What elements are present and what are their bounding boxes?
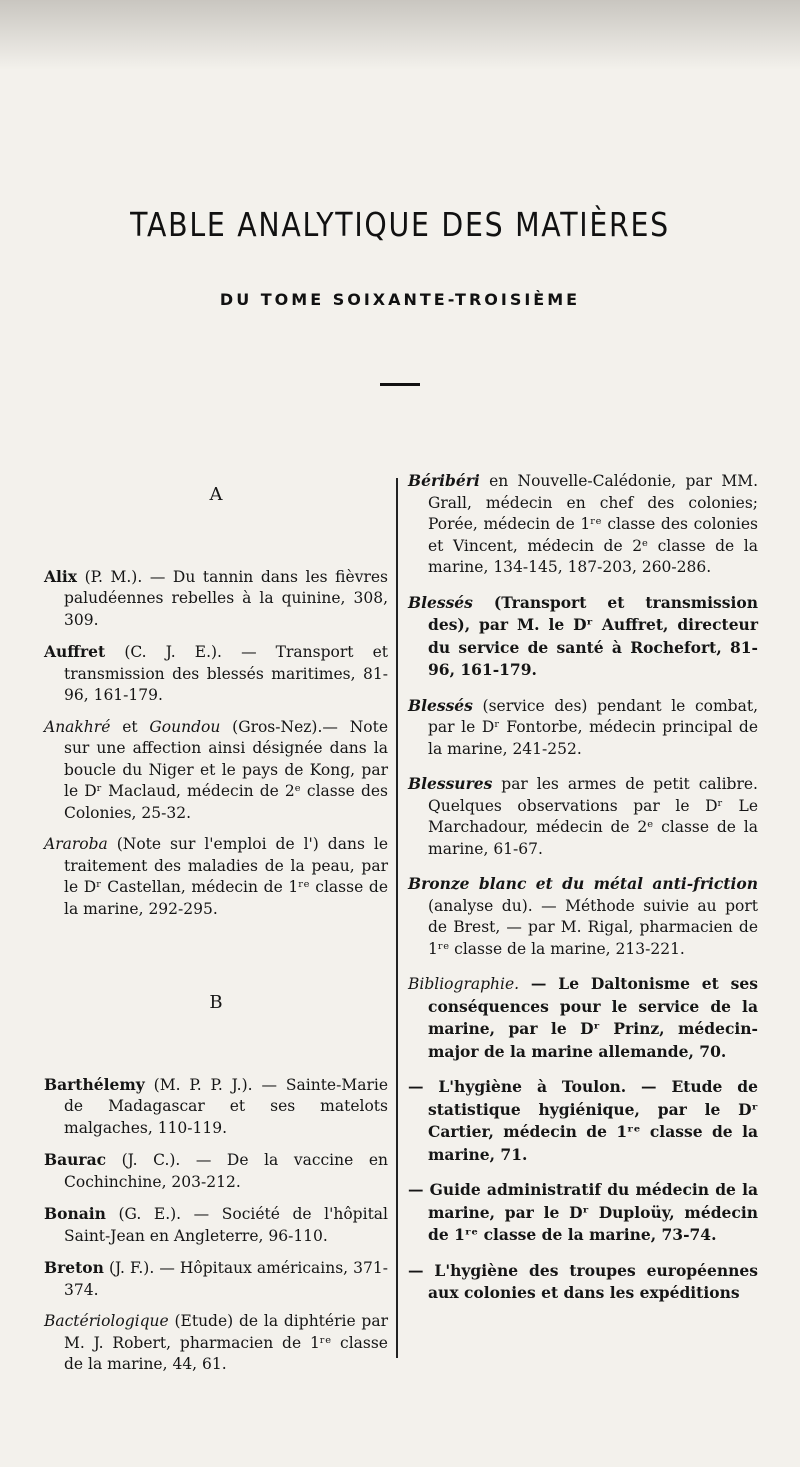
- entry-head: Anakhré: [44, 717, 111, 736]
- entry-head: Béribéri: [408, 471, 480, 490]
- entry-text: par les armes de petit calibre. Quelques observations par le Dʳ Le Marchadour, médecin de 2ᵉ classe de la marine, 61-67.: [428, 775, 758, 858]
- entry-head: Bibliographie.: [408, 975, 520, 993]
- entry-text: (J. F.). — Hôpitaux américains, 371-374.: [64, 1259, 388, 1299]
- entry-head: Blessures: [408, 774, 493, 793]
- index-entry: [44, 566, 388, 632]
- entry-text: en Nouvelle-Calédonie, par MM. Grall, médecin en chef des colonies; Porée, médecin de 1ʳᵉ classe des colonies et Vincent, médecin de 2ᵉ classe de la marine, 134-145, 187-203, 260-286.: [428, 472, 758, 576]
- index-entry: [44, 1074, 388, 1140]
- entry-text: (Etude) de la diphtérie par M. J. Robert, pharmacien de 1ʳᵉ classe de la marine, 44, 61.: [64, 1312, 388, 1373]
- entry-head: Blessés: [408, 592, 473, 612]
- entry-text: (service des) pendant le combat, par le Dʳ Fontorbe, médecin principal de la marine, 241-252.: [428, 696, 758, 758]
- index-entry: [44, 1149, 388, 1193]
- right-column: [408, 470, 758, 1318]
- title-rule: [380, 383, 420, 386]
- index-subentry: [408, 1260, 758, 1305]
- entry-text: (G. E.). — Société de l'hôpital Saint-Jean en Angleterre, 96-110.: [64, 1205, 388, 1245]
- index-entry: [44, 1257, 388, 1301]
- entry-text: (M. P. P. J.). — Sainte-Marie de Madagascar et ses matelots malgaches, 110-119.: [64, 1075, 388, 1137]
- section-letter-b: B: [209, 992, 223, 1013]
- entry-text: (P. M.). — Du tannin dans les fièvres paludéennes rebelles à la quinine, 308, 309.: [64, 567, 388, 629]
- entry-head: Bonain: [44, 1204, 106, 1223]
- entry-text: (Transport et transmission des), par M. le Dʳ Auffret, directeur du service de santé à Rochefort, 81-96, 161-179.: [428, 592, 758, 679]
- page-title: TABLE ANALYTIQUE DES MATIÈRES: [130, 205, 670, 244]
- entry-text: (Note sur l'emploi de l') dans le traitement des maladies de la peau, par le Dʳ Castellan, médecin de 1ʳᵉ classe de la marine, 292-295.: [64, 835, 388, 918]
- entry-head: Blessés: [408, 695, 473, 715]
- index-entry: [408, 873, 758, 960]
- column-divider: [396, 478, 398, 1358]
- index-entry: [44, 1203, 388, 1247]
- index-entry: [408, 470, 758, 579]
- index-entry: [44, 717, 388, 825]
- entry-head: Bronze blanc et du métal anti-friction: [408, 874, 758, 893]
- entry-head: Alix: [44, 566, 78, 586]
- index-entry: [44, 834, 388, 920]
- page-edge-shadow: [0, 0, 800, 70]
- entry-text: (Gros-Nez).— Note sur une affection ainsi désignée dans la boucle du Niger et le pays de Kong, par le Dʳ Maclaud, médecin de 2ᵉ classe des Colonies, 25-32.: [64, 717, 388, 822]
- entry-head: Barthélemy: [44, 1074, 145, 1094]
- entry-head: Breton: [44, 1258, 104, 1277]
- entry-head-secondary: Goundou: [149, 717, 221, 736]
- entry-text: — L'hygiène à Toulon. — Etude de statistique hygiénique, par le Dʳ Cartier, médecin de 1ʳᵉ classe de la marine, 71.: [408, 1077, 758, 1164]
- page-subtitle: DU TOME SOIXANTE-TROISIÈME: [219, 290, 581, 309]
- entry-text: — Guide administratif du médecin de la marine, par le Dʳ Duploüy, médecin de 1ʳᵉ classe de la marine, 73-74.: [408, 1180, 758, 1244]
- index-entry: [408, 695, 758, 761]
- entry-text: — Le Daltonisme et ses conséquences pour le service de la marine, par le Dʳ Prinz, médecin-major de la marine allemande, 70.: [428, 974, 758, 1061]
- section-letter-a: A: [209, 484, 223, 505]
- index-entry: [408, 773, 758, 860]
- index-subentry: [408, 1179, 758, 1247]
- entry-text: (C. J. E.). — Transport et transmission des blessés maritimes, 81-96, 161-179.: [64, 643, 388, 704]
- index-entry: [408, 592, 758, 682]
- index-entry: [44, 1311, 388, 1376]
- left-column: [44, 470, 388, 1386]
- entry-conjunction: et: [110, 717, 150, 736]
- entry-text: (J. C.). — De la vaccine en Cochinchine, 203-212.: [64, 1151, 388, 1191]
- index-entry: [44, 641, 388, 707]
- entry-head: Auffret: [44, 642, 106, 661]
- entry-head: Bactériologique: [44, 1312, 169, 1330]
- index-subentry: [408, 1076, 758, 1166]
- entry-head: Araroba: [44, 835, 108, 853]
- entry-text: — L'hygiène des troupes européennes aux colonies et dans les expéditions: [408, 1260, 758, 1302]
- entry-text: (analyse du). — Méthode suivie au port de Brest, — par M. Rigal, pharmacien de 1ʳᵉ classe de la marine, 213-221.: [428, 896, 758, 958]
- index-entry: [408, 973, 758, 1063]
- entry-head: Baurac: [44, 1150, 107, 1169]
